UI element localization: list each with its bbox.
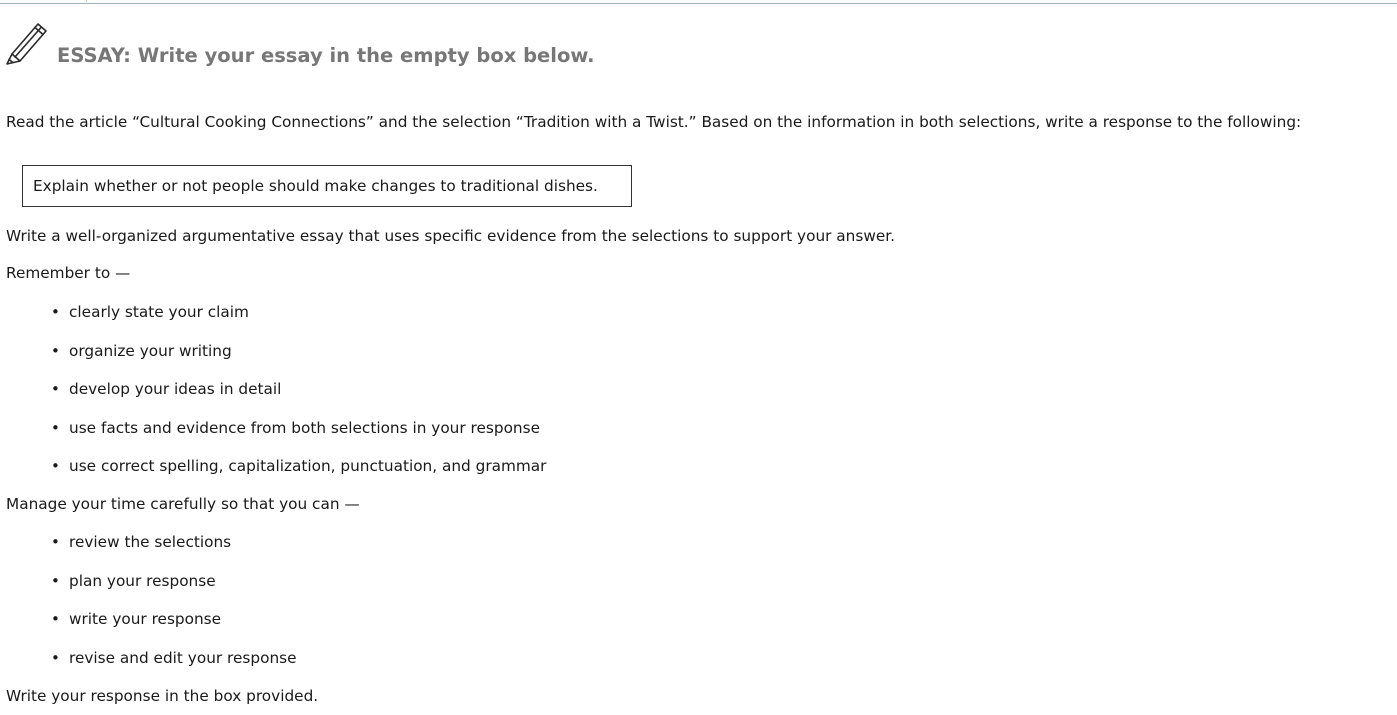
bullet-icon: • <box>51 533 60 551</box>
prompt-text: Explain whether or not people should make changes to traditional dishes. <box>33 177 598 195</box>
bullet-icon: • <box>51 610 60 628</box>
list-item <box>51 571 216 591</box>
bullet-icon: • <box>51 342 60 360</box>
list-item-label: revise and edit your response <box>69 649 297 667</box>
list-item-label: develop your ideas in detail <box>69 380 282 398</box>
manage-heading: Manage your time carefully so that you can — <box>6 495 360 513</box>
bullet-icon: • <box>51 572 60 590</box>
list-item <box>51 456 546 476</box>
bullet-icon: • <box>51 303 60 321</box>
bullet-icon: • <box>51 419 60 437</box>
list-item-label: clearly state your claim <box>69 303 249 321</box>
bullet-icon: • <box>51 380 60 398</box>
list-item <box>51 532 231 552</box>
bullet-icon: • <box>51 457 60 475</box>
page-title: ESSAY: Write your essay in the empty box below. <box>57 44 595 67</box>
list-item-label: use facts and evidence from both selections in your response <box>69 419 541 437</box>
pencil-icon <box>4 18 52 66</box>
remember-heading: Remember to — <box>6 264 131 282</box>
list-item-label: write your response <box>69 610 222 628</box>
list-item-label: organize your writing <box>69 342 232 360</box>
bullet-icon: • <box>51 649 60 667</box>
list-item <box>51 379 281 399</box>
list-item <box>51 341 232 361</box>
list-item <box>51 418 540 438</box>
prompt-box <box>22 165 632 207</box>
list-item <box>51 302 249 322</box>
list-item-label: plan your response <box>69 572 216 590</box>
list-item <box>51 648 297 668</box>
top-divider <box>0 3 1397 4</box>
list-item <box>51 609 221 629</box>
top-divider-stub <box>86 0 87 4</box>
instruction-text: Write a well-organized argumentative essay that uses specific evidence from the selections to support your answer. <box>6 227 896 245</box>
list-item-label: use correct spelling, capitalization, punctuation, and grammar <box>69 457 547 475</box>
closing-text: Write your response in the box provided. <box>6 687 319 705</box>
intro-text: Read the article “Cultural Cooking Connections” and the selection “Tradition with a Twist.” Based on the information in both selections, write a response to the following: <box>6 113 1302 131</box>
list-item-label: review the selections <box>69 533 232 551</box>
